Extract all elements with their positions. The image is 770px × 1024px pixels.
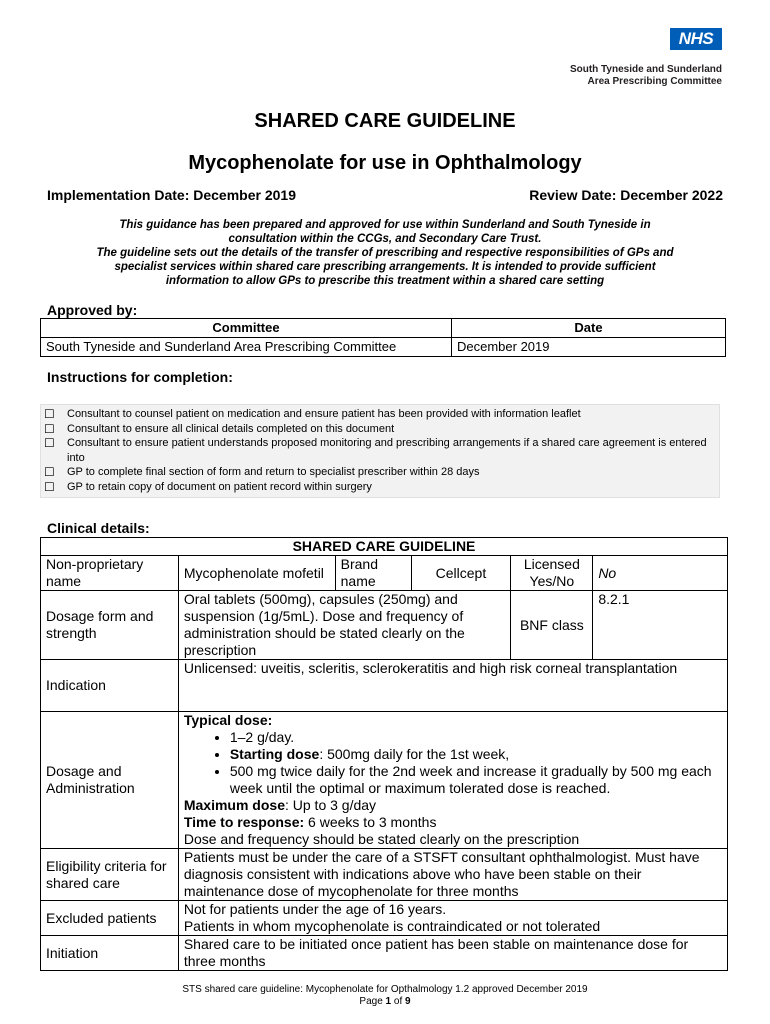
instruction-text: GP to retain copy of document on patient record within surgery bbox=[67, 480, 372, 493]
instruction-item bbox=[44, 480, 716, 495]
checkbox[interactable]: ☐ bbox=[44, 421, 55, 436]
nonproprietary-value: Mycophenolate mofetil bbox=[178, 556, 335, 591]
checkbox[interactable]: ☐ bbox=[44, 479, 55, 494]
time-to-response-label: Time to response: bbox=[183, 814, 305, 830]
page-of: of bbox=[391, 996, 406, 1007]
organisation-name bbox=[570, 64, 722, 88]
page-total: 9 bbox=[405, 996, 411, 1007]
checkbox[interactable]: ☐ bbox=[44, 465, 55, 479]
indication-value: Unlicensed: uveitis, scleritis, sclerokeratitis and high risk corneal transplantation bbox=[178, 660, 727, 712]
clinical-details-table bbox=[40, 537, 728, 971]
bnf-value: 8.2.1 bbox=[593, 591, 728, 660]
dose-item: • 1–2 g/day. bbox=[230, 729, 722, 746]
eligibility-label: Eligibility criteria for shared care bbox=[41, 849, 179, 901]
guidance-line: information to allow GPs to prescribe this treatment within a shared care setting bbox=[165, 275, 605, 287]
excluded-line: Patients in whom mycophenolate is contraindicated or not tolerated bbox=[183, 918, 601, 934]
maximum-dose-text: : Up to 3 g/day bbox=[284, 797, 377, 813]
document-title: SHARED CARE GUIDELINE bbox=[254, 110, 516, 132]
dosage-administration-label: Dosage and Administration bbox=[41, 712, 179, 849]
brand-label: Brand name bbox=[335, 556, 411, 591]
brand-value: Cellcept bbox=[411, 556, 511, 591]
footer-document-reference: STS shared care guideline: Mycophenolate for Opthalmology 1.2 approved December 2019 bbox=[182, 984, 588, 995]
starting-dose-text: : 500mg daily for the 1st week, bbox=[319, 746, 510, 762]
org-line-2: Area Prescribing Committee bbox=[587, 76, 722, 87]
nonproprietary-label: Non-proprietary name bbox=[41, 556, 179, 591]
date-cell: December 2019 bbox=[452, 338, 726, 357]
dosage-form-label: Dosage form and strength bbox=[41, 591, 179, 660]
excluded-patients-value bbox=[178, 901, 727, 936]
typical-dose-heading: Typical dose: bbox=[183, 712, 273, 728]
starting-dose-label: Starting dose bbox=[229, 746, 320, 762]
dosage-form-value: Oral tablets (500mg), capsules (250mg) and suspension (1g/5mL). Dose and frequency of administration should be stated clearly on the prescription bbox=[178, 591, 511, 660]
guidance-line: The guideline sets out the details of the transfer of prescribing and respective responsibilities of GPs and bbox=[96, 247, 674, 259]
indication-label: Indication bbox=[41, 660, 179, 712]
maximum-dose bbox=[184, 797, 722, 814]
table-caption: SHARED CARE GUIDELINE bbox=[41, 538, 728, 556]
guidance-line: This guidance has been prepared and approved for use within Sunderland and South Tyneside in bbox=[119, 219, 651, 231]
instruction-item bbox=[44, 407, 716, 422]
bnf-label: BNF class bbox=[511, 591, 593, 660]
dose-list bbox=[184, 729, 722, 797]
eligibility-value: Patients must be under the care of a STSFT consultant ophthalmologist. Must have diagnosis consistent with indications above who have been stable on their maintenance dose of mycophenolate for three months bbox=[178, 849, 727, 901]
instructions-list bbox=[44, 407, 716, 494]
approval-table bbox=[40, 318, 726, 357]
instruction-text: Consultant to ensure all clinical details completed on this document bbox=[67, 422, 395, 435]
instruction-text: Consultant to counsel patient on medication and ensure patient has been provided with information leaflet bbox=[67, 408, 581, 420]
checkbox[interactable]: ☐ bbox=[44, 436, 55, 450]
time-to-response-text: 6 weeks to 3 months bbox=[304, 814, 437, 830]
page-current: 1 bbox=[385, 996, 392, 1007]
nhs-logo: NHS bbox=[670, 28, 722, 50]
dose-frequency-note: Dose and frequency should be stated clearly on the prescription bbox=[183, 831, 580, 847]
instruction-text: GP to complete final section of form and return to specialist prescriber within 28 days bbox=[67, 466, 480, 478]
guidance-line: consultation within the CCGs, and Secondary Care Trust. bbox=[228, 233, 542, 245]
page-number bbox=[0, 996, 770, 1008]
guidance-line: specialist services within shared care prescribing arrangements. It is intended to provide sufficient bbox=[114, 261, 656, 273]
time-to-response bbox=[184, 814, 722, 831]
excluded-line: Not for patients under the age of 16 years. bbox=[183, 901, 447, 917]
dose-item: • 500 mg twice daily for the 2nd week and increase it gradually by 500 mg each week until the optimal or maximum tolerated dose is reached. bbox=[230, 763, 722, 797]
instructions-heading: Instructions for completion: bbox=[47, 369, 233, 385]
initiation-label: Initiation bbox=[41, 936, 179, 971]
implementation-date: Implementation Date: December 2019 bbox=[47, 187, 296, 203]
committee-cell: South Tyneside and Sunderland Area Prescribing Committee bbox=[41, 338, 452, 357]
maximum-dose-label: Maximum dose bbox=[183, 797, 285, 813]
page-footer bbox=[0, 984, 770, 1008]
date-column-header: Date bbox=[452, 319, 726, 338]
checkbox[interactable]: ☐ bbox=[44, 407, 55, 421]
instruction-item bbox=[44, 436, 716, 465]
instruction-text: Consultant to ensure patient understands proposed monitoring and prescribing arrangements if a shared care agreement is entered into bbox=[67, 437, 707, 464]
dose-item bbox=[230, 746, 722, 763]
committee-column-header: Committee bbox=[41, 319, 452, 338]
org-line-1: South Tyneside and Sunderland bbox=[569, 64, 722, 75]
excluded-patients-label: Excluded patients bbox=[41, 901, 179, 936]
page-prefix: Page bbox=[359, 996, 386, 1007]
document-subtitle: Mycophenolate for use in Ophthalmology bbox=[188, 152, 582, 174]
dosage-administration-value bbox=[178, 712, 727, 849]
licensed-label: Licensed Yes/No bbox=[511, 556, 593, 591]
guidance-statement bbox=[50, 218, 720, 288]
licensed-value: No bbox=[593, 556, 728, 591]
instruction-item bbox=[44, 465, 716, 480]
approved-by-heading: Approved by: bbox=[47, 302, 138, 318]
review-date: Review Date: December 2022 bbox=[529, 187, 723, 203]
initiation-value: Shared care to be initiated once patient has been stable on maintenance dose for three months bbox=[178, 936, 727, 971]
clinical-details-heading: Clinical details: bbox=[47, 520, 150, 536]
instruction-item bbox=[44, 422, 716, 437]
